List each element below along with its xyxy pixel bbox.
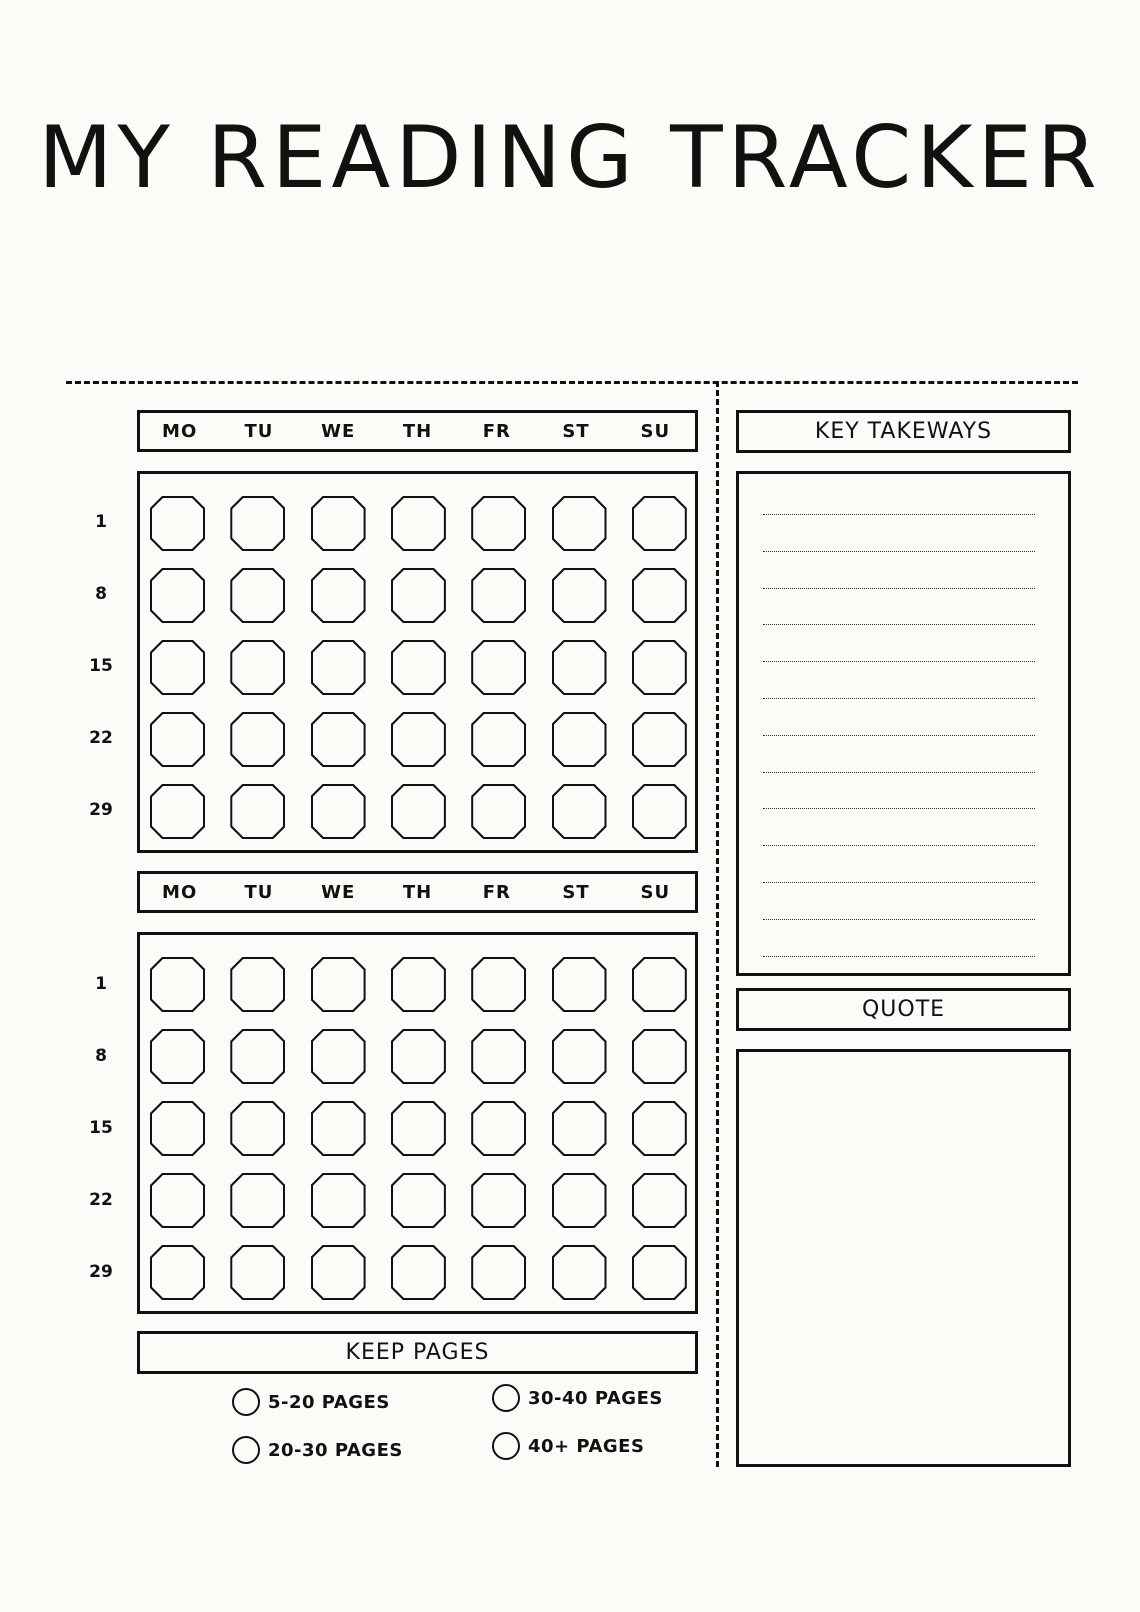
- legend-label: 40+ PAGES: [528, 1435, 645, 1457]
- day-checkbox[interactable]: [391, 1101, 446, 1156]
- day-checkbox[interactable]: [391, 1245, 446, 1300]
- day-checkbox[interactable]: [311, 712, 366, 767]
- day-checkbox[interactable]: [230, 640, 285, 695]
- row-label: 22: [89, 728, 113, 748]
- day-label: MO: [162, 420, 198, 442]
- day-checkbox[interactable]: [552, 1245, 607, 1300]
- day-label: MO: [162, 881, 198, 903]
- key-takeaways-panel[interactable]: [736, 471, 1071, 976]
- circle-checkbox-icon[interactable]: [492, 1432, 520, 1460]
- quote-header: QUOTE: [736, 988, 1071, 1031]
- row-label: 15: [89, 1118, 113, 1138]
- day-checkbox[interactable]: [471, 1101, 526, 1156]
- day-checkbox[interactable]: [230, 496, 285, 551]
- day-checkbox[interactable]: [471, 957, 526, 1012]
- tracker-grid-1: [137, 471, 698, 853]
- day-checkbox[interactable]: [311, 1245, 366, 1300]
- row-label: 1: [95, 512, 107, 532]
- day-label: FR: [482, 420, 511, 442]
- day-checkbox[interactable]: [632, 784, 687, 839]
- day-checkbox[interactable]: [552, 1029, 607, 1084]
- day-label: WE: [321, 420, 356, 442]
- day-checkbox[interactable]: [150, 784, 205, 839]
- day-label: TU: [244, 881, 274, 903]
- row-label: 8: [95, 1046, 107, 1066]
- day-checkbox[interactable]: [391, 712, 446, 767]
- tracker-grid-2: [137, 932, 698, 1314]
- day-checkbox[interactable]: [311, 957, 366, 1012]
- day-checkbox[interactable]: [311, 1101, 366, 1156]
- day-checkbox[interactable]: [391, 784, 446, 839]
- dotted-writing-line: [763, 661, 1035, 662]
- day-checkbox[interactable]: [552, 957, 607, 1012]
- day-checkbox[interactable]: [632, 1101, 687, 1156]
- dotted-writing-line: [763, 808, 1035, 809]
- day-checkbox[interactable]: [230, 568, 285, 623]
- day-checkbox[interactable]: [471, 784, 526, 839]
- day-checkbox[interactable]: [471, 712, 526, 767]
- day-checkbox[interactable]: [552, 496, 607, 551]
- dotted-writing-line: [763, 514, 1035, 515]
- day-label: WE: [321, 881, 356, 903]
- vertical-dashed-divider: [716, 381, 719, 1467]
- dotted-writing-line: [763, 735, 1035, 736]
- dotted-writing-line: [763, 588, 1035, 589]
- row-label: 1: [95, 974, 107, 994]
- day-checkbox[interactable]: [311, 1029, 366, 1084]
- dotted-writing-line: [763, 882, 1035, 883]
- quote-panel[interactable]: [736, 1049, 1071, 1467]
- dotted-writing-line: [763, 551, 1035, 552]
- day-checkbox[interactable]: [150, 1029, 205, 1084]
- day-checkbox[interactable]: [471, 568, 526, 623]
- day-label: SU: [640, 420, 671, 442]
- day-checkbox[interactable]: [150, 957, 205, 1012]
- day-label: FR: [482, 881, 511, 903]
- dotted-writing-line: [763, 956, 1035, 957]
- day-checkbox[interactable]: [552, 712, 607, 767]
- circle-checkbox-icon[interactable]: [232, 1388, 260, 1416]
- legend-label: 30-40 PAGES: [528, 1387, 663, 1409]
- day-checkbox[interactable]: [632, 957, 687, 1012]
- day-checkbox[interactable]: [311, 1173, 366, 1228]
- day-checkbox[interactable]: [632, 1029, 687, 1084]
- day-header-bar-2: [137, 871, 698, 913]
- day-checkbox[interactable]: [150, 496, 205, 551]
- legend-label: 20-30 PAGES: [268, 1439, 403, 1461]
- day-checkbox[interactable]: [632, 496, 687, 551]
- day-checkbox[interactable]: [471, 1245, 526, 1300]
- day-checkbox[interactable]: [632, 1245, 687, 1300]
- keep-pages-header: KEEP PAGES: [137, 1331, 698, 1374]
- day-checkbox[interactable]: [230, 1101, 285, 1156]
- day-checkbox[interactable]: [230, 1245, 285, 1300]
- day-checkbox[interactable]: [632, 640, 687, 695]
- day-label: ST: [562, 881, 590, 903]
- day-checkbox[interactable]: [391, 640, 446, 695]
- day-checkbox[interactable]: [150, 1173, 205, 1228]
- day-checkbox[interactable]: [391, 496, 446, 551]
- day-checkbox[interactable]: [552, 568, 607, 623]
- dotted-writing-line: [763, 624, 1035, 625]
- day-checkbox[interactable]: [471, 496, 526, 551]
- circle-checkbox-icon[interactable]: [492, 1384, 520, 1412]
- row-label: 29: [89, 800, 113, 820]
- day-label: TH: [402, 420, 433, 442]
- day-checkbox[interactable]: [471, 640, 526, 695]
- legend-item[interactable]: [232, 1436, 403, 1464]
- day-checkbox[interactable]: [391, 1029, 446, 1084]
- page-title: MY READING TRACKER: [38, 108, 1102, 208]
- dotted-writing-line: [763, 919, 1035, 920]
- legend-item[interactable]: [232, 1388, 390, 1416]
- day-checkbox[interactable]: [311, 784, 366, 839]
- horizontal-dashed-divider: [66, 381, 1078, 384]
- dotted-writing-line: [763, 698, 1035, 699]
- legend-item[interactable]: [492, 1432, 644, 1460]
- day-checkbox[interactable]: [150, 640, 205, 695]
- day-checkbox[interactable]: [552, 640, 607, 695]
- row-label: 8: [95, 584, 107, 604]
- day-checkbox[interactable]: [150, 712, 205, 767]
- key-takeaways-header: KEY TAKEWAYS: [736, 410, 1071, 453]
- day-label: TH: [402, 881, 433, 903]
- day-checkbox[interactable]: [230, 957, 285, 1012]
- day-checkbox[interactable]: [311, 640, 366, 695]
- row-label: 15: [89, 656, 113, 676]
- day-checkbox[interactable]: [552, 1173, 607, 1228]
- day-checkbox[interactable]: [230, 784, 285, 839]
- day-checkbox[interactable]: [552, 784, 607, 839]
- day-checkbox[interactable]: [150, 568, 205, 623]
- dotted-writing-line: [763, 845, 1035, 846]
- day-checkbox[interactable]: [230, 1173, 285, 1228]
- day-checkbox[interactable]: [230, 1029, 285, 1084]
- day-label: SU: [640, 881, 671, 903]
- day-checkbox[interactable]: [632, 1173, 687, 1228]
- day-checkbox[interactable]: [471, 1173, 526, 1228]
- day-checkbox[interactable]: [311, 568, 366, 623]
- row-label: 29: [89, 1262, 113, 1282]
- day-checkbox[interactable]: [150, 1245, 205, 1300]
- day-checkbox[interactable]: [632, 568, 687, 623]
- legend-label: 5-20 PAGES: [268, 1391, 390, 1413]
- day-checkbox[interactable]: [311, 496, 366, 551]
- day-checkbox[interactable]: [552, 1101, 607, 1156]
- circle-checkbox-icon[interactable]: [232, 1436, 260, 1464]
- day-checkbox[interactable]: [230, 712, 285, 767]
- day-checkbox[interactable]: [471, 1029, 526, 1084]
- day-checkbox[interactable]: [150, 1101, 205, 1156]
- day-checkbox[interactable]: [391, 1173, 446, 1228]
- day-checkbox[interactable]: [391, 957, 446, 1012]
- day-header-bar-1: [137, 410, 698, 452]
- day-checkbox[interactable]: [391, 568, 446, 623]
- row-label: 22: [89, 1190, 113, 1210]
- day-label: ST: [562, 420, 590, 442]
- legend-item[interactable]: [492, 1384, 663, 1412]
- dotted-writing-line: [763, 772, 1035, 773]
- day-checkbox[interactable]: [632, 712, 687, 767]
- day-label: TU: [244, 420, 274, 442]
